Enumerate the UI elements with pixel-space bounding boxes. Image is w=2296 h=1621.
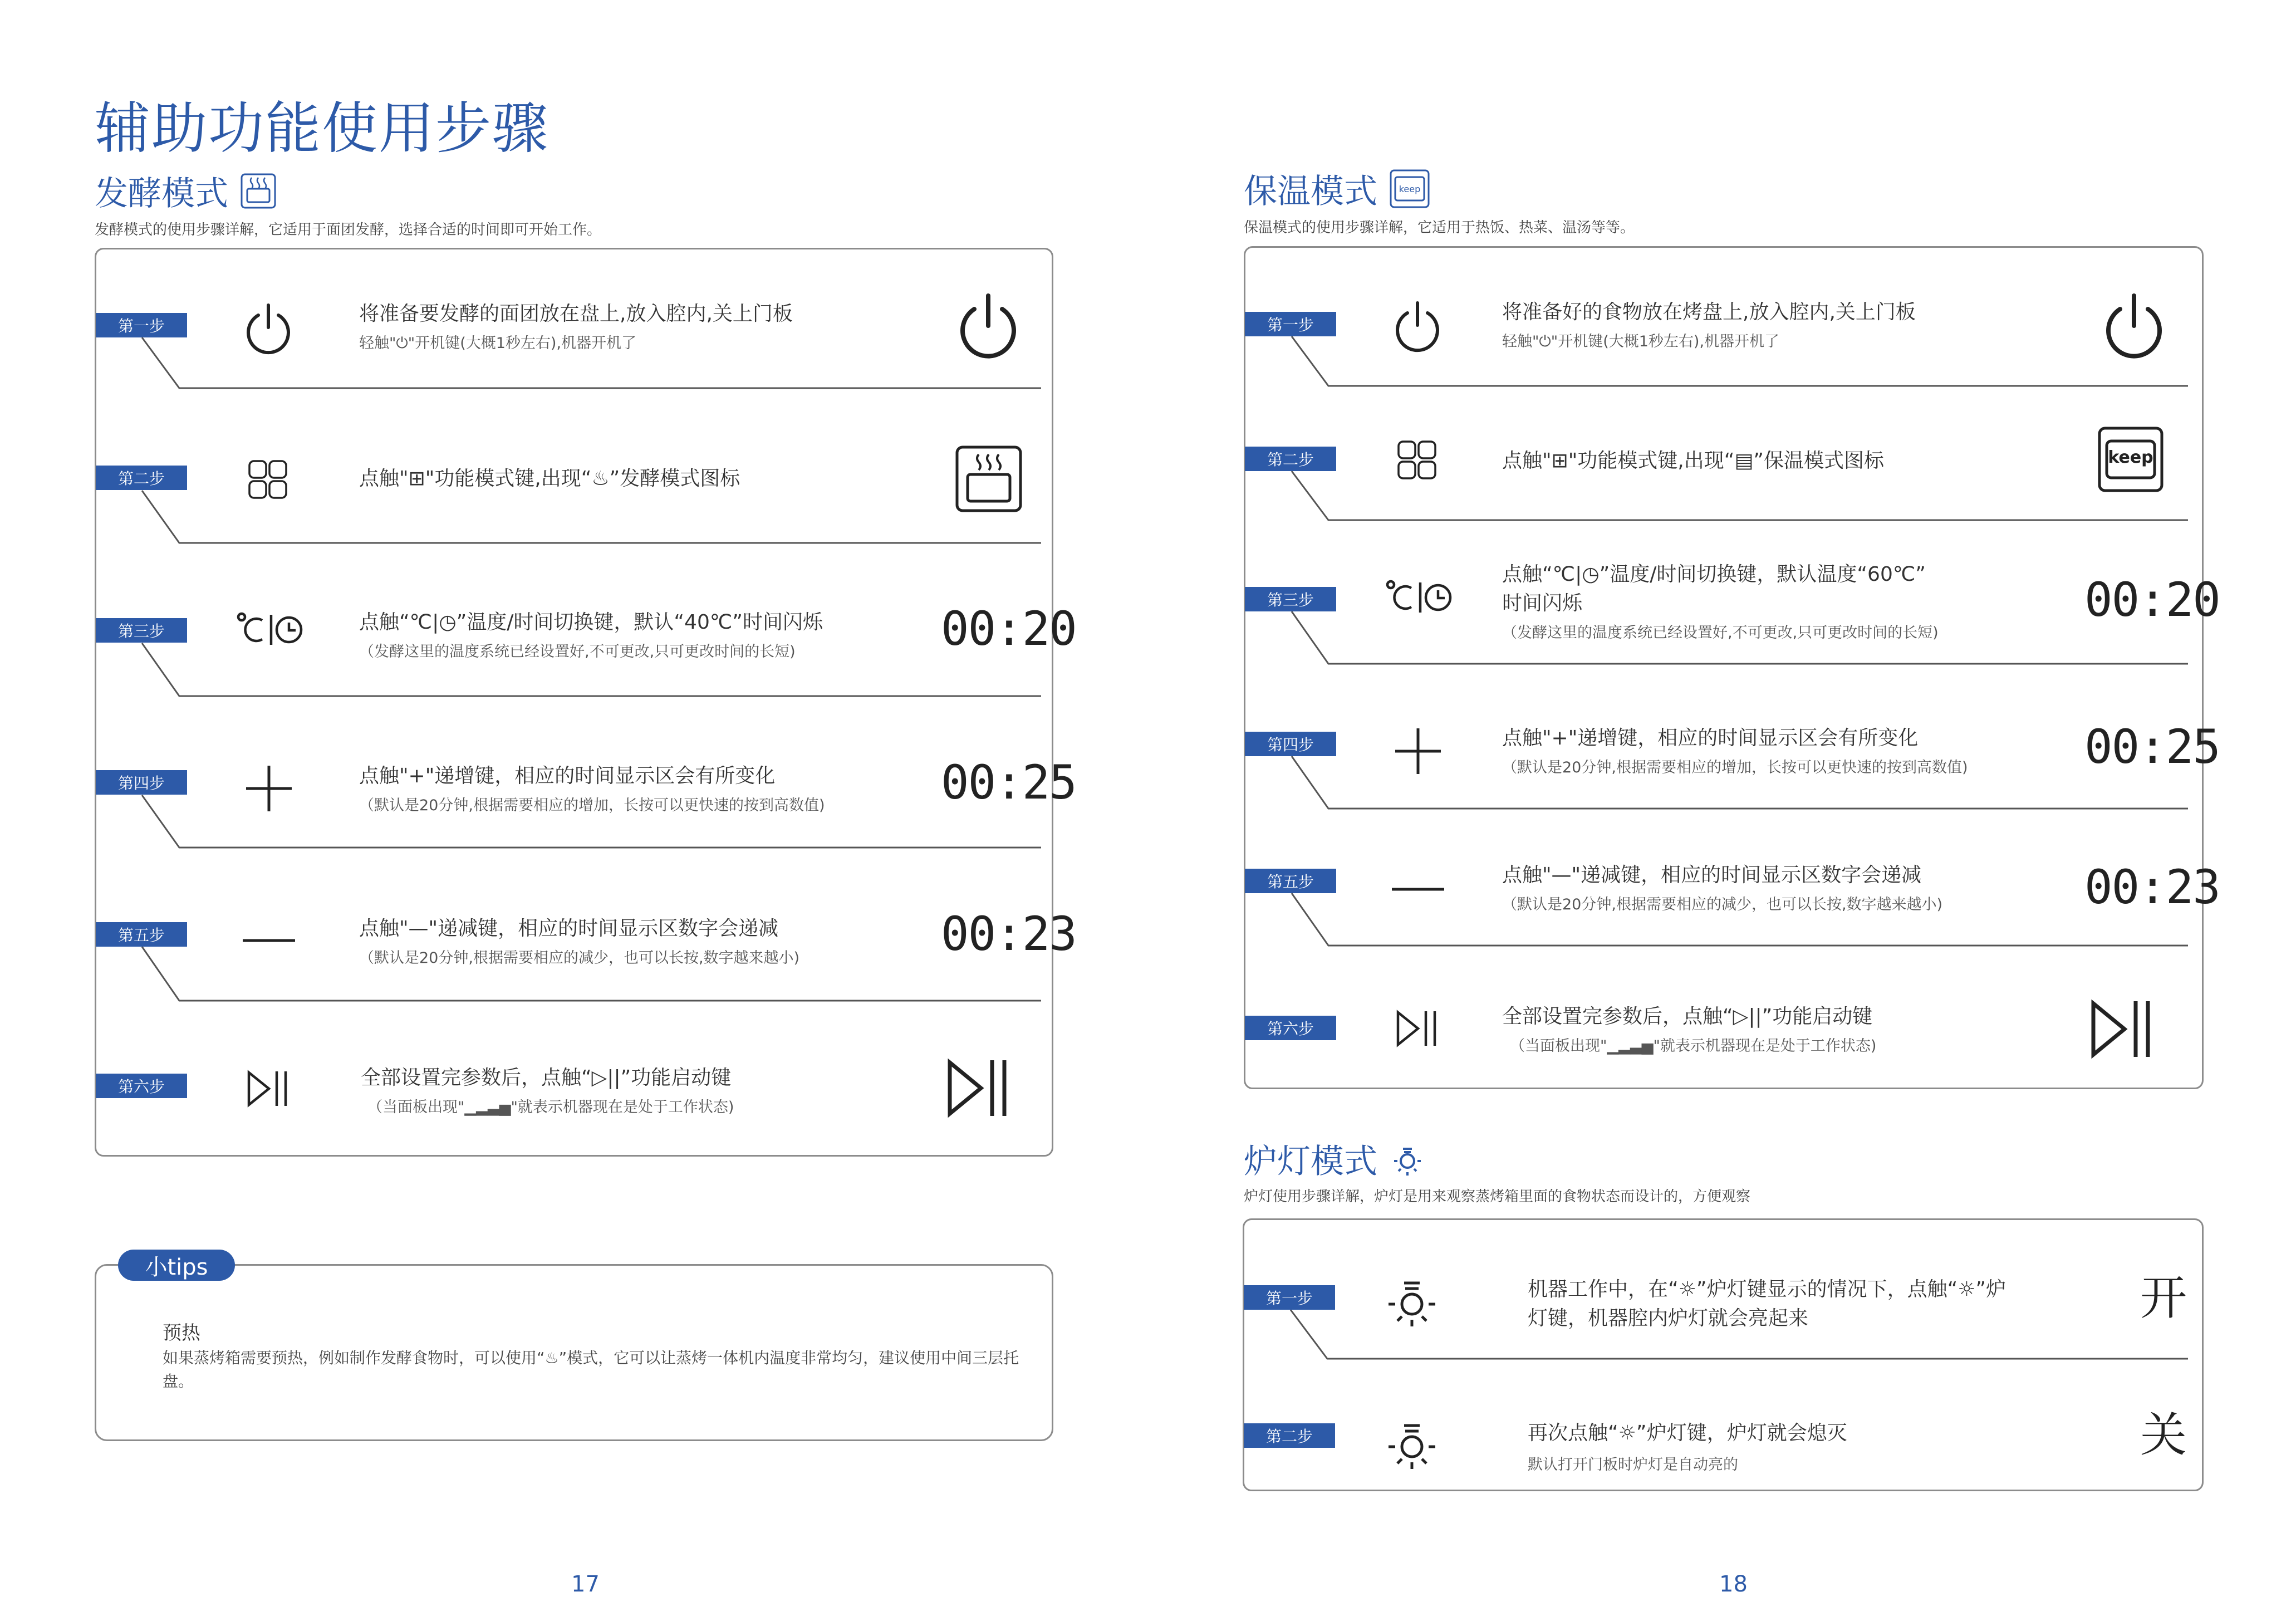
step-sub-text: （发酵这里的温度系统已经设置好,不可更改,只可更改时间的长短) <box>359 643 796 660</box>
step-tab: 第一步 <box>96 313 187 337</box>
step-main-text: 点触"⊞"功能模式键,出现“▤”保温模式图标 <box>1502 449 1885 472</box>
step-main-text: 点触"+"递增键，相应的时间显示区会有所变化 <box>359 765 776 787</box>
step-tab: 第五步 <box>96 922 187 947</box>
step-tab: 第三步 <box>96 618 187 643</box>
step-sub-text: （当面板出现"▁▂▃▅"就表示机器现在是处于工作状态) <box>1510 1037 1877 1055</box>
step-tab: 第四步 <box>96 770 187 795</box>
step-sub-text: （发酵这里的温度系统已经设置好,不可更改,只可更改时间的长短) <box>1502 624 1939 641</box>
time-display: 00:25 <box>941 755 1076 810</box>
tips-body: 如果蒸烤箱需要预热，例如制作发酵食物时，可以使用“♨”模式，它可以让蒸烤一体机内温度非常均匀，建议使用中间三层托盘。 <box>163 1349 1019 1390</box>
keep-label: keep <box>2108 448 2153 467</box>
step-tab: 第六步 <box>96 1074 187 1098</box>
svg-text:keep: keep <box>1399 184 1421 194</box>
step-main-text: 点触"—"递减键，相应的时间显示区数字会递减 <box>359 917 779 940</box>
step-main-text-line2: 灯键，机器腔内炉灯就会亮起来 <box>1528 1307 1809 1330</box>
step-main-text-line2: 时间闪烁 <box>1502 592 1583 615</box>
step-tab: 第二步 <box>1244 1423 1335 1448</box>
step-tab: 第六步 <box>1245 1016 1336 1040</box>
ferment-title-text: 发酵模式 <box>95 174 228 213</box>
step-main-text: 机器工作中，在“☼”炉灯键显示的情况下，点触“☼”炉 <box>1528 1278 2006 1301</box>
lamp-section-desc: 炉灯使用步骤详解，炉灯是用来观察蒸烤箱里面的食物状态而设计的，方便观察 <box>1244 1188 1751 1205</box>
tips-label: 小tips <box>118 1250 235 1281</box>
step-main-text: 点触"—"递减键，相应的时间显示区数字会递减 <box>1502 864 1922 887</box>
time-display: 00:23 <box>2084 860 2220 914</box>
step-sub-text: （当面板出现"▁▂▃▅"就表示机器现在是处于工作状态) <box>367 1099 734 1116</box>
step-sub-text: （默认是20分钟,根据需要相应的减少，也可以长按,数字越来越小) <box>1502 896 1943 913</box>
step-main-text: 将准备好的食物放在烤盘上,放入腔内,关上门板 <box>1502 301 1916 324</box>
time-display: 00:20 <box>2084 572 2220 627</box>
step-main-text: 点触“℃|◷”温度/时间切换键，默认“40℃”时间闪烁 <box>359 611 823 634</box>
page-number-left: 17 <box>571 1571 600 1597</box>
step-tab: 第一步 <box>1245 312 1336 336</box>
step-sub-text: 默认打开门板时炉灯是自动亮的 <box>1528 1456 1738 1473</box>
step-main-text: 点触"+"递增键，相应的时间显示区会有所变化 <box>1502 727 1919 750</box>
time-display: 00:20 <box>941 601 1076 656</box>
step-sub-text: 轻触"⏻"开机键(大概1秒左右),机器开机了 <box>359 335 637 352</box>
step-tab: 第一步 <box>1244 1285 1335 1310</box>
step-main-text: 全部设置完参数后，点触“▷||”功能启动键 <box>361 1066 732 1089</box>
ferment-section-desc: 发酵模式的使用步骤详解，它适用于面团发酵，选择合适的时间即可开始工作。 <box>95 222 602 238</box>
tips-heading: 预热 <box>163 1322 200 1344</box>
oven-lamp-icon <box>1385 1275 1439 1329</box>
step-sub-text: （默认是20分钟,根据需要相应的减少，也可以长按,数字越来越小) <box>359 949 800 967</box>
step-tab: 第三步 <box>1245 587 1336 611</box>
step-tab: 第四步 <box>1245 732 1336 756</box>
keep-warm-title-text: 保温模式 <box>1244 172 1377 211</box>
step-main-text: 将准备要发酵的面团放在盘上,放入腔内,关上门板 <box>359 302 793 325</box>
step-sub-text: 轻触"⏻"开机键(大概1秒左右),机器开机了 <box>1502 333 1780 350</box>
lamp-title-text: 炉灯模式 <box>1244 1142 1377 1181</box>
time-display: 00:25 <box>2084 719 2220 774</box>
step-main-text: 点触“℃|◷”温度/时间切换键，默认温度“60℃” <box>1502 563 1926 586</box>
keep-warm-section-desc: 保温模式的使用步骤详解，它适用于热饭、热菜、温汤等等。 <box>1244 219 1635 236</box>
step-tab: 第二步 <box>1245 447 1336 471</box>
lamp-state-off: 关 <box>2140 1408 2187 1462</box>
step-sub-text: （默认是20分钟,根据需要相应的增加，长按可以更快速的按到高数值) <box>1502 759 1968 776</box>
oven-lamp-icon <box>1385 1418 1439 1471</box>
step-sub-text: （默认是20分钟,根据需要相应的增加，长按可以更快速的按到高数值) <box>359 797 825 814</box>
step-main-text: 全部设置完参数后，点触“▷||”功能启动键 <box>1502 1005 1873 1028</box>
page-number-right: 18 <box>1719 1571 1748 1597</box>
lamp-state-on: 开 <box>2140 1271 2187 1325</box>
step-tab: 第二步 <box>96 466 187 490</box>
page-title: 辅助功能使用步骤 <box>95 96 549 161</box>
step-main-text: 点触"⊞"功能模式键,出现“♨”发酵模式图标 <box>359 467 740 490</box>
step-main-text: 再次点触“☼”炉灯键，炉灯就会熄灭 <box>1528 1422 1847 1444</box>
time-display: 00:23 <box>941 907 1076 961</box>
step-tab: 第五步 <box>1245 869 1336 893</box>
